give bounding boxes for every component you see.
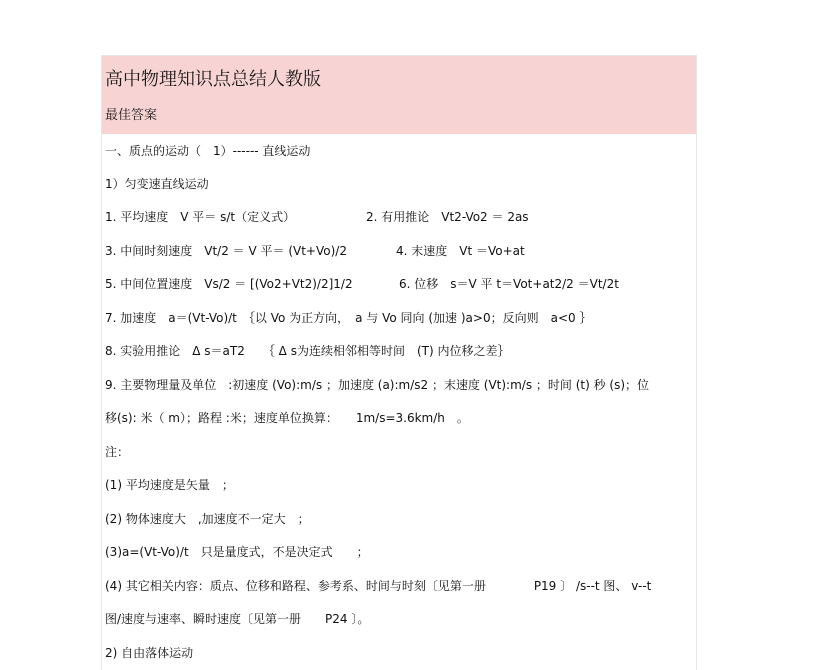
text-line: 注： xyxy=(105,445,130,459)
text-line: 5. 中间位置速度 Vs/2 ＝ [(Vo2+Vt2)/2]1/2 xyxy=(105,277,353,291)
text-line: (3)a=(Vt-Vo)/t 只是量度式，不是决定式 ； xyxy=(105,545,369,559)
text-line: (1) 平均速度是矢量 ； xyxy=(105,478,234,492)
text-line: 6. 位移 s＝V 平 t＝Vot+at2/2 ＝Vt/2t xyxy=(399,277,619,291)
text-line: 9. 主要物理量及单位 :初速度 (Vo):m/s ；加速度 (a):m/s2 ；末速度 (Vt):m/s ；时间 (t) 秒 (s)；位 xyxy=(105,378,650,392)
text-line: (4) 其它相关内容：质点、位移和路程、参考系、时间与时刻〔见第一册 P19 〕 /s--t 图、 v--t xyxy=(105,579,652,593)
text-line: (2) 物体速度大 ,加速度不一定大 ； xyxy=(105,512,310,526)
document-header xyxy=(102,56,696,134)
text-line: 8. 实验用推论 Δ s＝aT2 ｛ Δ s为连续相邻相等时间 (T) 内位移之差｝ xyxy=(105,344,510,358)
text-line: 移(s): 米（ m）；路程 :米；速度单位换算： 1m/s=3.6km/h 。 xyxy=(105,411,469,425)
text-line: 7. 加速度 a＝(Vt-Vo)/t ｛以 Vo 为正方向， a 与 Vo 同向 (加速 )a>0；反向则 a<0 ｝ xyxy=(105,311,592,325)
text-line: 4. 末速度 Vt ＝Vo+at xyxy=(396,244,525,258)
document-subtitle: 最佳答案 xyxy=(105,108,158,123)
text-line: 一、质点的运动（ 1）------ 直线运动 xyxy=(105,144,311,158)
text-line: 1）匀变速直线运动 xyxy=(105,177,209,191)
text-line: 图/速度与速率、瞬时速度〔见第一册 P24 〕。 xyxy=(105,612,370,626)
text-line: 2) 自由落体运动 xyxy=(105,646,194,660)
document-title: 高中物理知识点总结人教版 xyxy=(105,69,321,90)
text-line: 3. 中间时刻速度 Vt/2 ＝ V 平＝ (Vt+Vo)/2 xyxy=(105,244,347,258)
text-line: 2. 有用推论 Vt2-Vo2 ＝ 2as xyxy=(366,210,529,224)
text-line: 1. 平均速度 V 平＝ s/t（定义式） xyxy=(105,210,296,224)
document-page xyxy=(101,55,697,670)
